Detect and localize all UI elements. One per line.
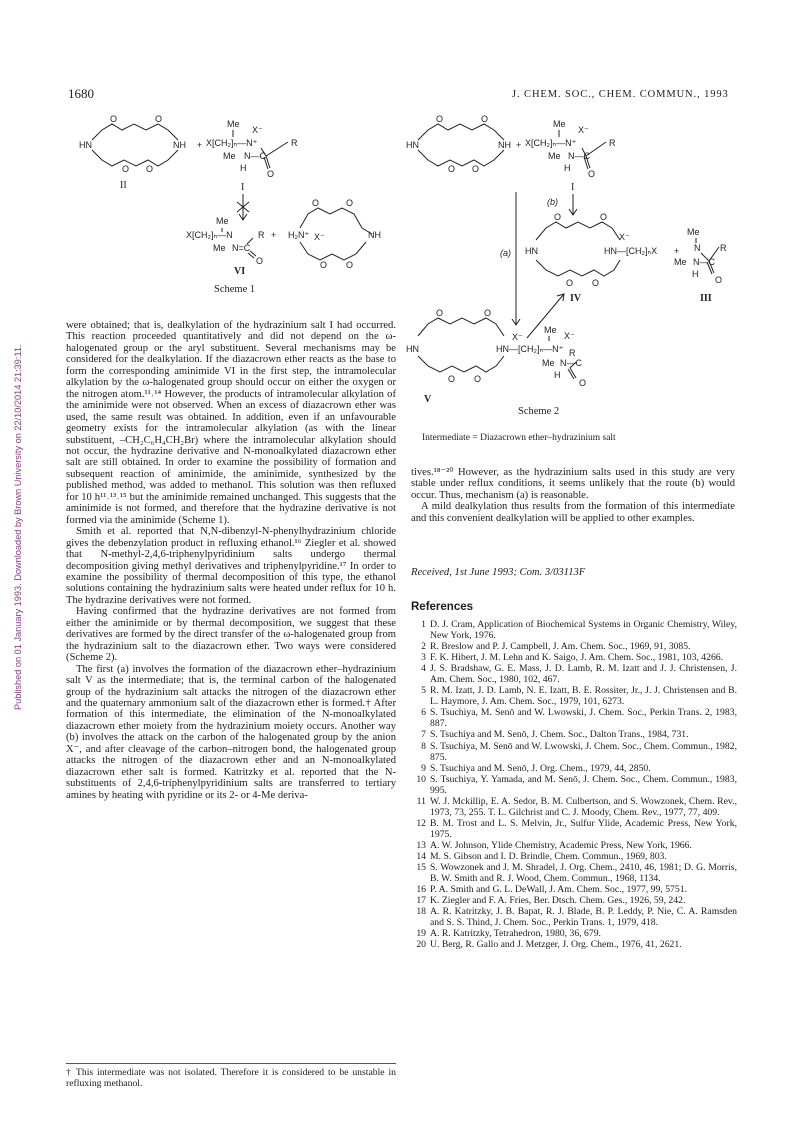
route-b-arrow <box>569 194 577 215</box>
ring-o: O <box>436 308 444 318</box>
scheme-1-figure <box>66 110 396 310</box>
reference-item <box>411 741 737 763</box>
body-paragraph: were obtained; that is, dealkylation of the hydrazinium salt I had occurred. This reaction proceeded quantitatively and did not depend on the ω-halogenated group or the aryl substituent. Several mechanisms may be considered for the dealkylation. If the diazacrown ether reacts as the base to form the corresponding aminimide VI in the first step, the intramolecular alkylation by the ω-halogenated group should occur on either the oxygen or the nitrogen atom.¹¹˒¹⁴ However, the products of intramolecular alkylation of the aminimide were not observed. When an excess of diazacrown ether was used, the same result was obtained. In addition, even if an unfavourable geometry exists for the intramolecular alkylation (as with the linear substituent, –CH₂C₆H₄CH₂Br) where the intramolecular alkylation should not occur, the hydrazine derivative and N-monoalkylated diazacrown ether salt are still obtained. In order to examine the possibility of formation and subsequent reaction of aminimide, the aminimide, synthesized by the published method, was added to methanol. This solution was then refluxed for 10 h¹¹˒¹³˒¹⁵ but the aminimide remained unchanged. This suggests that the aminimide is not formed, and therefore that the hydrazine derivative is not formed via the aminimide (Scheme 1). <box>66 320 396 526</box>
amide-label: N—C <box>560 358 582 368</box>
reference-number: 4 <box>421 663 426 675</box>
plus-sign: + <box>271 230 277 240</box>
route-b-label: (b) <box>547 197 558 207</box>
v-chain-label: HN—[CH₂]ₙ—N⁺ <box>496 344 564 354</box>
reference-item <box>411 619 737 641</box>
reference-number: 11 <box>416 795 426 807</box>
reaction-arrow-blocked <box>237 194 249 220</box>
reference-item <box>411 851 737 862</box>
ring-o: O <box>448 374 456 384</box>
reference-number: 1 <box>421 619 426 630</box>
ring-o: O <box>554 212 562 222</box>
ring-o: O <box>122 164 130 174</box>
h-label: H <box>240 163 247 173</box>
reference-number: 18 <box>416 906 426 918</box>
body-left-column <box>66 320 396 801</box>
reference-text: F. K. Hibert, J. M. Lehn and K. Saigo, J. Am. Chem. Soc., 1981, 103, 4266. <box>430 652 724 664</box>
hn-label: HN <box>406 140 419 150</box>
compound-iii-label: III <box>700 293 712 304</box>
r-label: R <box>609 138 616 148</box>
body-paragraph: tives.¹⁸⁻²⁰ However, as the hydrazinium salts used in this study are very stable under reflux conditions, it seems unlikely that the route (b) would occur. Thus, mechanism (a) is reasonable. <box>411 467 735 501</box>
diazacrown-ring-v <box>418 318 504 372</box>
reference-number: 8 <box>421 740 426 752</box>
ring-o: O <box>346 260 354 270</box>
references-list <box>411 619 737 950</box>
ring-o: O <box>110 114 118 124</box>
reference-number: 14 <box>416 850 426 862</box>
reference-text: R. Breslow and P. J. Campbell, J. Am. Chem. Soc., 1969, 91, 3085. <box>430 641 691 653</box>
h-label: H <box>554 370 561 380</box>
methyl-label: Me <box>553 119 566 129</box>
reference-number: 19 <box>416 928 426 940</box>
reference-number: 10 <box>416 773 426 785</box>
iv-chain-label: HN—[CH₂]ₙX <box>604 246 658 256</box>
download-stamp: Published on 01 January 1993. Downloaded by Brown University on 22/10/2014 21:39:11. <box>13 344 23 710</box>
iii-n-label: N <box>694 243 701 253</box>
methyl-label: Me <box>227 119 240 129</box>
reference-text: S. Tsuchiya and M. Senō, J. Org. Chem., 1979, 44, 2850. <box>430 762 651 774</box>
amide-label: N=C <box>232 243 251 253</box>
nh-label: NH <box>498 140 511 150</box>
received-line: Received, 1st June 1993; Com. 3/03113F <box>411 567 586 578</box>
reference-item <box>411 685 737 707</box>
reference-text: M. S. Gibson and I. D. Brindle, Chem. Commun., 1969, 803. <box>430 850 667 862</box>
methyl-label: Me <box>544 325 557 335</box>
reference-number: 15 <box>416 862 426 874</box>
scheme-1-caption: Scheme 1 <box>214 284 256 295</box>
ring-o: O <box>474 374 482 384</box>
o-label: O <box>588 169 596 179</box>
reference-item <box>411 939 737 950</box>
reference-item <box>411 663 737 685</box>
body-paragraph: Having confirmed that the hydrazine derivatives are not formed from either the aminimide or by thermal decomposition, we suggest that these derivatives are formed by the direct transfer of the ω-halogenated group from the hydrazinium salt to the diazacrown ether. Two ways were considered (Scheme 2). <box>66 606 396 664</box>
r-label: R <box>291 138 298 148</box>
nh-label: NH <box>368 230 381 240</box>
reference-text: U. Berg, R. Gallo and J. Metzger, J. Org. Chem., 1976, 41, 2621. <box>430 939 682 951</box>
reagent-label: X[CH₂]ₙ—N⁺ <box>206 138 258 148</box>
footnote-rule <box>66 1063 396 1064</box>
reference-text: A. R. Katritzky, Tetrahedron, 1980, 36, 679. <box>430 928 601 940</box>
compound-i-label: I <box>571 182 575 193</box>
reference-number: 12 <box>416 817 426 829</box>
references-heading: References <box>411 601 474 613</box>
reference-text: S. Tsuchiya, M. Senō and W. Lwowski, J. Chem. Soc., Chem. Commun., 1982, 875. <box>430 740 737 763</box>
body-paragraph: Smith et al. reported that N,N-dibenzyl-N-phenylhydrazinium chloride gives the debenzylation product in refluxing ethanol.¹⁶ Ziegler et al. showed that N-methyl-2,4,6-triphenylpyridinium salts undergo thermal decomposition giving methyl derivatives and triphenylpyridine.¹⁷ In order to examine the possibility of thermal decomposition of this type, the ethanol solutions containing the hydrazinium salts were heated under reflux for 10 h. The hydrazine derivatives were not formed. <box>66 526 396 606</box>
reference-item <box>411 895 737 906</box>
diazacrown-ring-ii <box>418 124 504 166</box>
methyl-label: Me <box>216 216 229 226</box>
body-paragraph: A mild dealkylation thus results from the formation of this intermediate and this convenient dealkylation will be applied to other examples. <box>411 501 735 524</box>
body-paragraph: The first (a) involves the formation of the diazacrown ether–hydrazinium salt V as the intermediate; that is, the terminal carbon of the halogenated group of the hydrazinium salt attacks the nitrogen of the diazacrown ether and the quaternary ammonium salt of the diazacrown ether is formed.† After formation of this intermediate, the elimination of the N-monoalkylated diazacrown ether moiety from the hydrazinium moiety occurs. Another way (b) involves the attack on the carbon of the halogenated group by the anion X⁻, and after cleavage of the carbon–nitrogen bond, the halogenated group attacks the nitrogen of the diazacrown ether and an N-monoalkylated diazacrown ether salt is formed. Katritzky et al. reported that the N-substituents of 2,4,6-triphenylpyridinium salts are transferred to tertiary amines by heating with pyridine or its 2- or 4-Me deriva- <box>66 663 396 801</box>
reference-item <box>411 729 737 740</box>
reference-item <box>411 641 737 652</box>
h-label: H <box>564 163 571 173</box>
amide-label: N—C <box>244 151 266 161</box>
reference-number: 17 <box>416 895 426 907</box>
amide-label: N—C <box>693 257 715 267</box>
reference-text: S. Tsuchiya, Y. Yamada, and M. Senō, J. Chem. Soc., Chem. Commun., 1983, 995. <box>430 773 737 796</box>
compound-i-label: I <box>241 182 245 193</box>
anion-label: X⁻ <box>252 125 263 135</box>
running-head: J. CHEM. SOC., CHEM. COMMUN., 1993 <box>512 89 729 100</box>
diazacrown-ring-ii <box>92 124 178 166</box>
ring-o: O <box>566 278 574 288</box>
body-right-column <box>411 467 735 524</box>
reagent-label: X[CH₂]ₙ—N⁺ <box>525 138 577 148</box>
ring-o: O <box>320 260 328 270</box>
reference-text: W. J. Mckillip, E. A. Sedor, B. M. Culbertson, and S. Wowzonek, Chem. Rev., 1973, 73, 255. T. L. Gilchrist and C. J. Moody, Chem. Rev., 1977, 77, 409. <box>430 795 737 818</box>
plus-sign: + <box>197 140 203 150</box>
nh-label: NH <box>173 140 186 150</box>
reference-text: P. A. Smith and G. L. DeWall, J. Am. Chem. Soc., 1977, 99, 5751. <box>430 884 688 896</box>
ring-o: O <box>155 114 163 124</box>
hn-label: HN <box>406 344 419 354</box>
anion-label: X⁻ <box>314 232 325 242</box>
ring-o: O <box>592 278 600 288</box>
reference-item <box>411 840 737 851</box>
anion-label: X⁻ <box>619 232 630 242</box>
h-label: H <box>692 269 699 279</box>
methyl-label: Me <box>548 151 561 161</box>
r-label: R <box>569 348 576 358</box>
reference-number: 20 <box>416 939 426 951</box>
methyl-label: Me <box>674 257 687 267</box>
diazacrown-ring-vi <box>300 208 372 260</box>
reference-number: 6 <box>421 707 426 719</box>
hn-label: HN <box>79 140 92 150</box>
compound-ii-label: II <box>120 180 127 191</box>
r-label: R <box>258 230 265 240</box>
o-label: O <box>715 275 723 285</box>
reference-number: 16 <box>416 884 426 896</box>
route-a-arrow <box>512 192 520 325</box>
reference-number: 5 <box>421 685 426 697</box>
reference-text: D. J. Cram, Application of Biochemical Systems in Organic Chemistry, Wiley, New York, 1976. <box>430 619 737 642</box>
r-label: R <box>720 243 727 253</box>
ring-o: O <box>484 308 492 318</box>
reference-item <box>411 774 737 796</box>
reference-item <box>411 796 737 818</box>
page-number: 1680 <box>68 86 94 101</box>
reference-text: J. S. Bradshaw, G. E. Mass, J. D. Lamb, R. M. Izatt and J. J. Christensen, J. Am. Chem. Soc., 1980, 102, 467. <box>430 663 737 686</box>
methyl-label: Me <box>213 243 226 253</box>
reference-text: S. Wowzonek and J. M. Shradel, J. Org. Chem., 2410, 46, 1981; D. G. Morris, B. W. Smith and R. J. Wood, Chem. Commun., 1968, 1134. <box>430 862 737 885</box>
plus-sign: + <box>674 246 680 256</box>
product-reagent-label: X[CH₂]ₙ—N <box>186 230 233 240</box>
ring-o: O <box>600 212 608 222</box>
plus-sign: + <box>516 140 522 150</box>
hn-label: HN <box>525 246 538 256</box>
reference-text: R. M. Izatt, J. D. Lamb, N. E. Izatt, B. E. Rossiter, Jr., J. J. Christensen and B. L. Haymore, J. Am. Chem. Soc., 1979, 101, 6273. <box>430 685 737 708</box>
anion-label: X⁻ <box>578 125 589 135</box>
ring-o: O <box>472 164 480 174</box>
scheme-2-figure <box>404 110 734 455</box>
reference-text: A. W. Johnson, Ylide Chemistry, Academic Press, New York, 1966. <box>430 839 692 851</box>
reference-text: K. Ziegler and F. A. Fries, Ber. Dtsch. Chem. Ges., 1926, 59, 242. <box>430 895 686 907</box>
reference-number: 3 <box>421 652 426 664</box>
reference-number: 13 <box>416 839 426 851</box>
reference-number: 2 <box>421 641 426 653</box>
reference-item <box>411 906 737 928</box>
o-label: O <box>256 256 264 266</box>
o-label: O <box>267 169 275 179</box>
reference-item <box>411 884 737 895</box>
ring-o: O <box>312 198 320 208</box>
ring-o: O <box>146 164 154 174</box>
methyl-label: Me <box>687 227 700 237</box>
anion-label: X⁻ <box>512 332 523 342</box>
scheme-2-caption: Scheme 2 <box>518 406 560 417</box>
footnote: † This intermediate was not isolated. Therefore it is considered to be unstable in refluxing methanol. <box>66 1067 396 1089</box>
o-label: O <box>579 378 587 388</box>
reference-number: 7 <box>421 729 426 741</box>
ring-o: O <box>481 114 489 124</box>
compound-vi-label: VI <box>234 266 246 277</box>
reference-text: S. Tsuchiya, M. Senō and W. Lwowski, J. Chem. Soc., Perkin Trans. 2, 1983, 887. <box>430 707 737 730</box>
reference-text: B. M. Trost and L. S. Melvin, Jr., Sulfur Ylide, Academic Press, New York, 1975. <box>430 817 737 840</box>
methyl-label: Me <box>542 358 555 368</box>
anion-label: X⁻ <box>564 331 575 341</box>
ring-o: O <box>346 198 354 208</box>
reference-text: S. Tsuchiya and M. Senō, J. Chem. Soc., Dalton Trans., 1984, 731. <box>430 729 689 741</box>
reference-item <box>411 652 737 663</box>
h2n-label: H₂N⁺ <box>288 230 310 240</box>
reference-item <box>411 763 737 774</box>
reference-number: 9 <box>421 762 426 774</box>
compound-iv-label: IV <box>570 293 582 304</box>
reference-item <box>411 818 737 840</box>
ring-o: O <box>448 164 456 174</box>
route-a-label: (a) <box>500 248 511 258</box>
reference-item <box>411 707 737 729</box>
methyl-label: Me <box>223 151 236 161</box>
reference-text: A. R. Katritzky, J. B. Bapat, R. J. Blade, B. P. Leddy, P. Nie, C. A. Ramsden and S. S. Thind, J. Chem. Soc., Perkin Trans. 1, 1979, 418. <box>430 906 737 929</box>
intermediate-note: Intermediate = Diazacrown ether–hydrazinium salt <box>422 433 616 443</box>
compound-v-label: V <box>424 394 432 405</box>
amide-label: N—C <box>568 151 590 161</box>
reference-item <box>411 862 737 884</box>
ring-o: O <box>436 114 444 124</box>
reference-item <box>411 928 737 939</box>
